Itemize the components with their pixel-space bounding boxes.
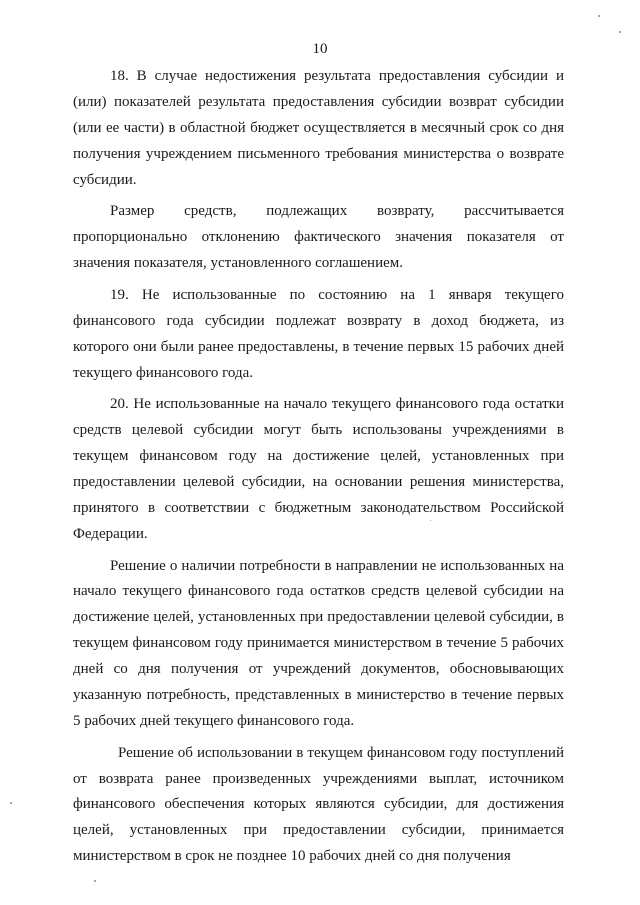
scan-speck — [598, 15, 600, 17]
paragraph-20: 20. Не использованные на начало текущего финансового года остатки средств целевой субсидии могут быть использованы учреждениями в текущем финансовом году на достижение целей, установленных при предоставлении целевой субсидии, на основании решения министерства, принятого в соответствии с бюджетным законодательством Российской Федерации. — [73, 396, 564, 542]
scan-speck — [619, 31, 621, 33]
paragraph-19: 19. Не использованные по состоянию на 1 января текущего финансового года субсидии подлежат возврату в доход бюджета, из которого они были ранее предоставлены, в течение первых 15 рабочих дней текущего финансового года. — [73, 286, 564, 381]
scan-speck — [430, 520, 431, 521]
document-body — [73, 64, 564, 876]
scan-speck — [10, 802, 12, 804]
scan-speck — [547, 356, 548, 357]
paragraph-decision-need: Решение о наличии потребности в направлении не использованных на начало текущего финансового года остатков средств целевой субсидии на достижение целей, установленных при предоставлении целевой субсидии, в текущем финансовом году принимается министерством в течение 5 рабочих дней со дня получения от учреждений документов, обосновывающих указанную потребность, представленных в министерство в течение первых 5 рабочих дней текущего финансового года. — [73, 557, 564, 729]
paragraph-18: 18. В случае недостижения результата предоставления субсидии и (или) показателей результата предоставления субсидии возврат субсидии (или ее части) в областной бюджет осуществляется в месячный срок со дня получения учреждением письменного требования министерства о возврате субсидии. — [73, 68, 564, 188]
page-number: 10 — [312, 41, 328, 57]
paragraph-decision-use: Решение об использовании в текущем финансовом году поступлений от возврата ранее произведенных учреждениями выплат, источником финансового обеспечения которых являются субсидии, для достижения целей, установленных при предоставлении субсидии, принимается министерством в срок не позднее 10 рабочих дней со дня получения — [73, 744, 564, 865]
paragraph-refund-amount: Размер средств, подлежащих возврату, рассчитывается пропорционально отклонению фактического значения показателя от значения показателя, установленного соглашением. — [73, 203, 564, 272]
scan-speck — [94, 880, 96, 882]
